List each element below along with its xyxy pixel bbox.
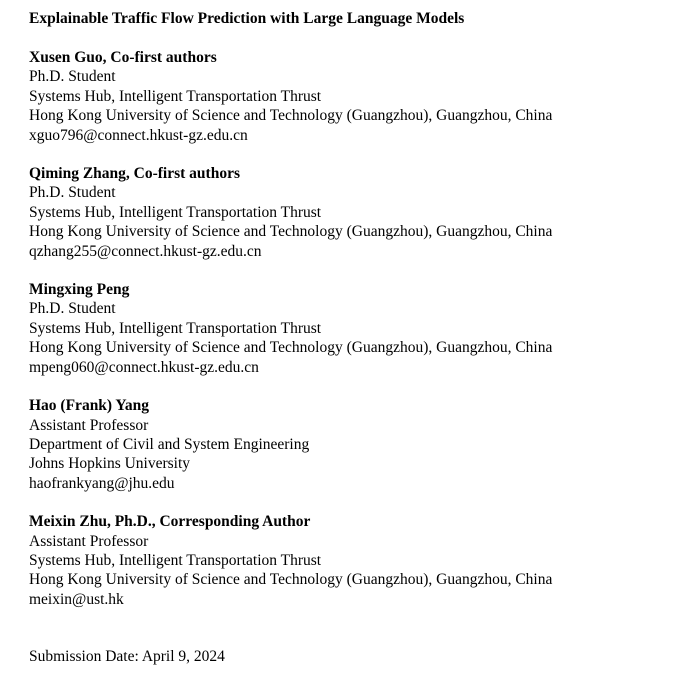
author-department: Systems Hub, Intelligent Transportation Thrust (29, 319, 322, 337)
author-institution: Hong Kong University of Science and Technology (Guangzhou), Guangzhou, China (29, 339, 553, 357)
author-email: mpeng060@connect.hkust-gz.edu.cn (29, 358, 259, 376)
author-department: Systems Hub, Intelligent Transportation Thrust (29, 203, 322, 221)
author-name: Qiming Zhang, Co-first authors (29, 165, 240, 183)
submission-date: Submission Date: April 9, 2024 (29, 648, 225, 665)
paper-page (29, 9, 659, 665)
author-name: Mingxing Peng (29, 281, 130, 299)
author-position: Ph.D. Student (29, 68, 116, 86)
author-email: meixin@ust.hk (29, 590, 124, 608)
author-institution: Hong Kong University of Science and Technology (Guangzhou), Guangzhou, China (29, 571, 553, 589)
author-email: haofrankyang@jhu.edu (29, 474, 175, 492)
author-block (29, 396, 659, 493)
author-institution: Johns Hopkins University (29, 455, 191, 473)
author-position: Assistant Professor (29, 416, 149, 434)
author-block (29, 512, 659, 609)
author-department: Systems Hub, Intelligent Transportation Thrust (29, 87, 322, 105)
author-email: qzhang255@connect.hkust-gz.edu.cn (29, 242, 262, 260)
paper-title: Explainable Traffic Flow Prediction with Large Language Models (29, 10, 465, 27)
author-name: Hao (Frank) Yang (29, 397, 149, 415)
author-department: Department of Civil and System Engineering (29, 435, 310, 453)
author-name: Meixin Zhu, Ph.D., Corresponding Author (29, 513, 311, 531)
author-block (29, 48, 659, 145)
author-position: Ph.D. Student (29, 184, 116, 202)
author-email: xguo796@connect.hkust-gz.edu.cn (29, 126, 248, 144)
author-name: Xusen Guo, Co-first authors (29, 49, 217, 66)
author-department: Systems Hub, Intelligent Transportation Thrust (29, 551, 322, 569)
author-institution: Hong Kong University of Science and Technology (Guangzhou), Guangzhou, China (29, 107, 553, 125)
author-block (29, 280, 659, 377)
author-position: Assistant Professor (29, 532, 149, 550)
author-block (29, 164, 659, 261)
author-institution: Hong Kong University of Science and Technology (Guangzhou), Guangzhou, China (29, 223, 553, 241)
author-position: Ph.D. Student (29, 300, 116, 318)
